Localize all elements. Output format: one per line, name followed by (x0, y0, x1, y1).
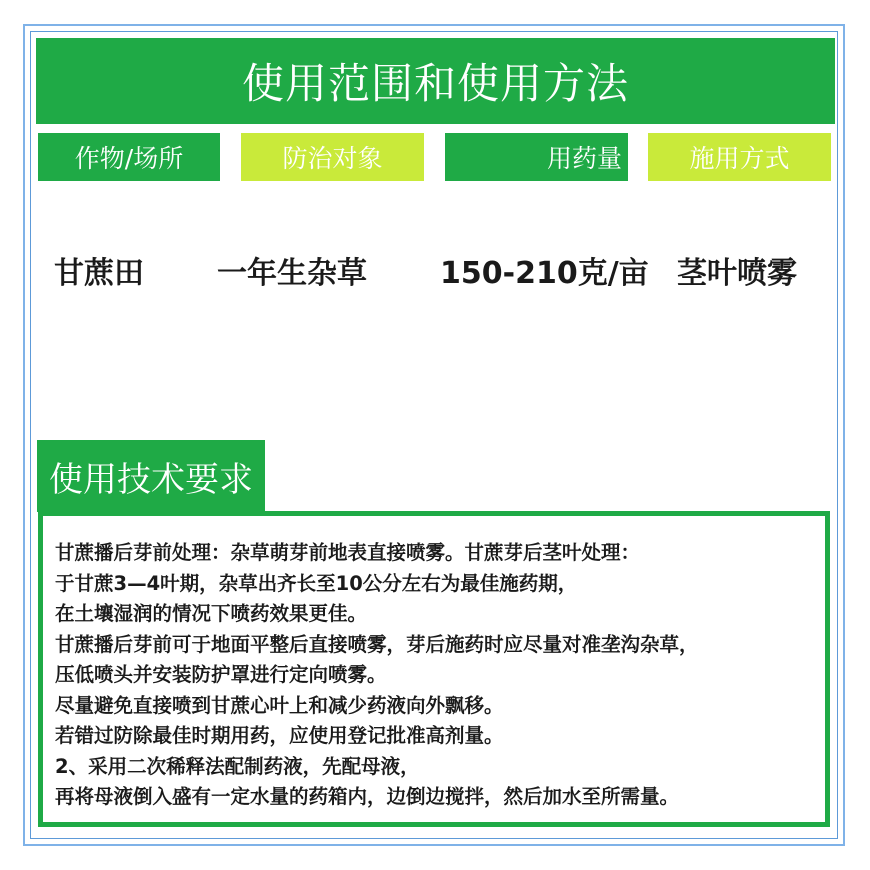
cell-dosage: 150-210克/亩 (440, 256, 649, 291)
tech-line: 甘蔗播后芽前可于地面平整后直接喷雾，芽后施药时应尽量对准垄沟杂草， (55, 632, 699, 656)
cell-method: 茎叶喷雾 (677, 256, 797, 291)
header-dosage: 用药量 (445, 133, 628, 181)
cell-target: 一年生杂草 (217, 256, 367, 291)
tech-line: 若错过防除最佳时期用药，应使用登记批准高剂量。 (55, 724, 504, 747)
tech-section-title: 使用技术要求 (37, 440, 265, 512)
header-target: 防治对象 (241, 133, 424, 181)
tech-line: 甘蔗播后芽前处理：杂草萌芽前地表直接喷雾。甘蔗芽后茎叶处理： (55, 541, 641, 564)
header-crop: 作物/场所 (38, 133, 220, 181)
tech-line: 尽量避免直接喷到甘蔗心叶上和减少药液向外飘移。 (55, 693, 504, 717)
tech-line: 压低喷头并安装防护罩进行定向喷雾。 (55, 663, 387, 686)
cell-crop: 甘蔗田 (54, 256, 144, 291)
page-title: 使用范围和使用方法 (36, 38, 835, 124)
tech-line: 于甘蔗3—4叶期，杂草出齐长至10公分左右为最佳施药期， (55, 571, 578, 595)
tech-requirements-box (38, 511, 830, 827)
header-method: 施用方式 (648, 133, 831, 181)
tech-line: 再将母液倒入盛有一定水量的药箱内，边倒边搅拌，然后加水至所需量。 (55, 785, 680, 808)
tech-line: 2、采用二次稀释法配制药液，先配母液， (55, 754, 420, 778)
tech-line: 在土壤湿润的情况下喷药效果更佳。 (55, 602, 368, 625)
